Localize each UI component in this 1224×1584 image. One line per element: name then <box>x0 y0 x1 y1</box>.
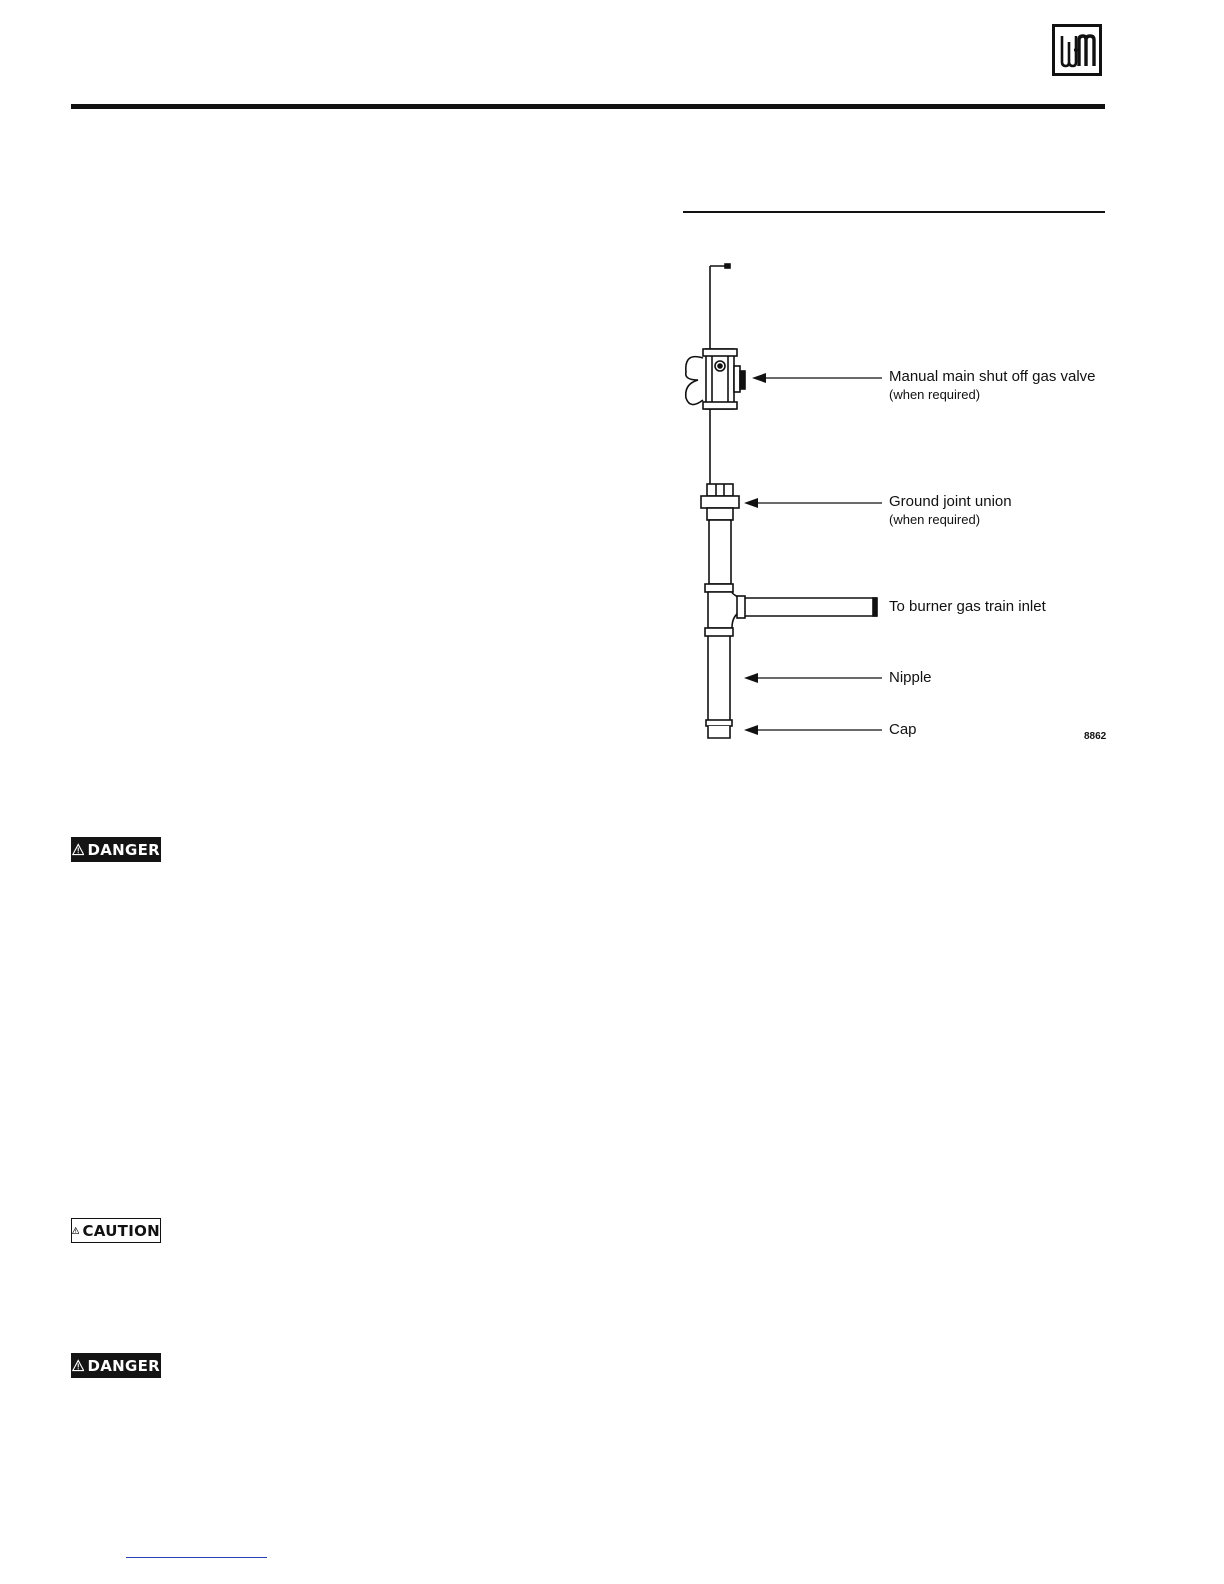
warning-triangle-icon <box>72 1358 84 1373</box>
callout-nipple: Nipple <box>889 669 932 686</box>
pipe-cap-icon <box>706 720 732 738</box>
ground-joint-union-icon <box>701 484 739 520</box>
caution-badge <box>71 1218 161 1243</box>
callout-ground-joint-union: Ground joint union <box>889 493 1012 510</box>
arrowheads <box>744 373 766 735</box>
danger-badge <box>71 1353 161 1378</box>
callout-shutoff-valve-note: (when required) <box>889 387 981 402</box>
gas-piping-diagram <box>640 240 1120 760</box>
caution-label: CAUTION <box>82 1221 160 1240</box>
warning-triangle-icon <box>72 1223 79 1238</box>
shutoff-valve-icon <box>686 349 745 409</box>
warning-triangle-icon <box>72 842 84 857</box>
pipe-nipple-upper <box>709 520 731 584</box>
header-rule <box>71 104 1105 109</box>
tee-fitting-icon <box>705 584 745 636</box>
figure-title-rule <box>683 211 1105 213</box>
callout-arrows <box>752 378 882 730</box>
callout-shutoff-valve: Manual main shut off gas valve <box>889 368 1096 385</box>
danger-label: DANGER <box>87 840 160 859</box>
callout-ground-joint-union-note: (when required) <box>889 512 981 527</box>
figure-number: 8862 <box>1084 731 1107 742</box>
callout-cap: Cap <box>889 721 917 738</box>
danger-label: DANGER <box>87 1356 160 1375</box>
callout-burner-inlet: To burner gas train inlet <box>889 598 1046 615</box>
footer-link-underline[interactable] <box>126 1557 267 1558</box>
burner-inlet-pipe <box>745 598 877 616</box>
weil-mclain-logo <box>1052 24 1102 76</box>
logo-mark-icon <box>1058 30 1098 70</box>
danger-badge <box>71 837 161 862</box>
